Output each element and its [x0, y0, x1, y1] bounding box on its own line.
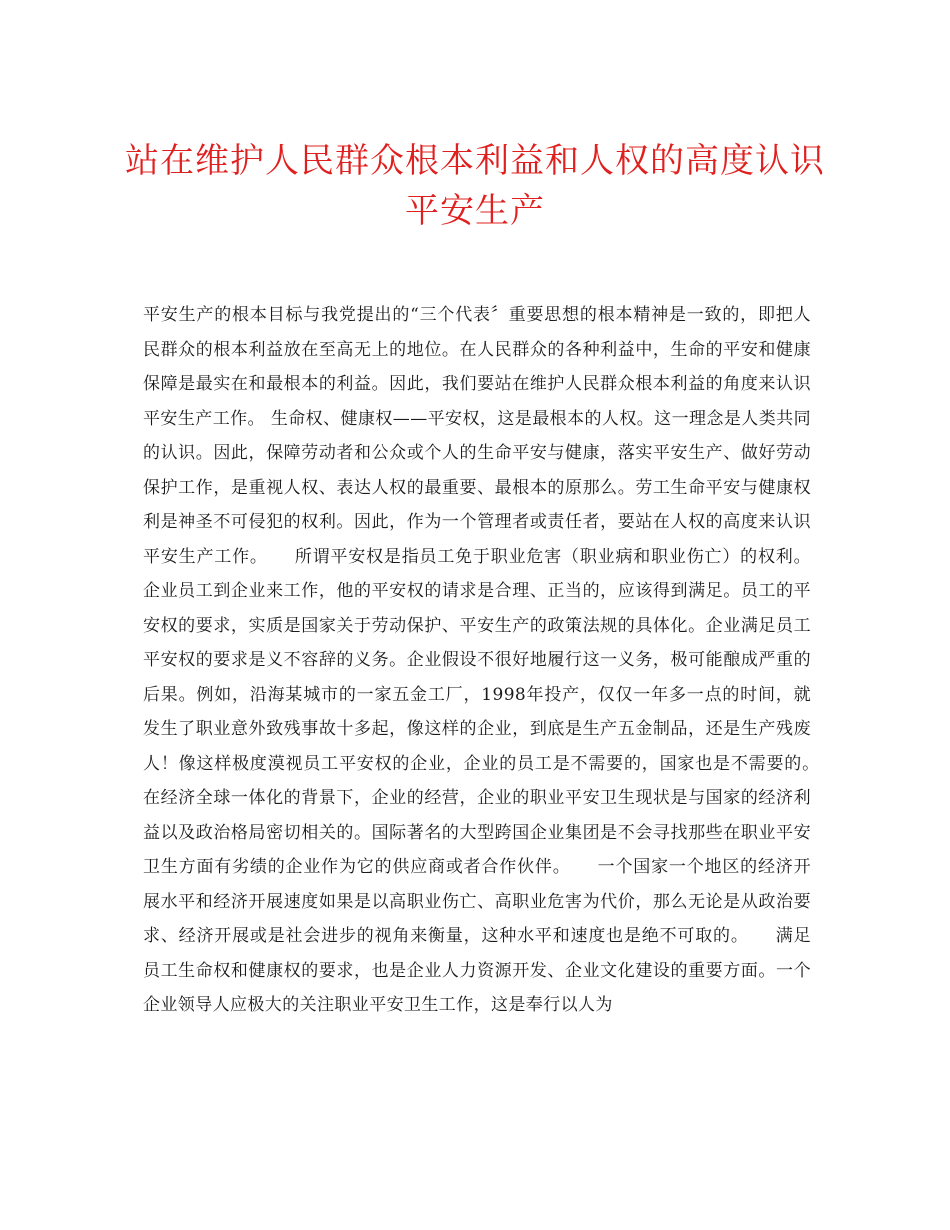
document-title: 站在维护人民群众根本利益和人权的高度认识平安生产 [125, 141, 825, 231]
document-body-paragraph: 平安生产的根本目标与我党提出的“三个代表〞重要思想的根本精神是一致的，即把人民群众的根本利益放在至高无上的地位。在人民群众的各种利益中，生命的平安和健康保障是最实在和最根本的利益。因此，我们要站在维护人民群众根本利益的角度来认识平安生产工作。 生命权、健康权——平安权，这是最根本的人权。这一理念是人类共同的认识。因此，保障劳动者和公众或个人的生命平安与健康，落实平安生产、做好劳动保护工作，是重视人权、表达人权的最重要、最根本的原那么。劳工生命平安与健康权利是神圣不可侵犯的权利。因此，作为一个管理者或责任者，要站在人权的高度来认识平安生产工作。 所谓平安权是指员工免于职业危害（职业病和职业伤亡）的权利。企业员工到企业来工作，他的平安权的请求是合理、正当的，应该得到满足。员工的平安权的要求，实质是国家关于劳动保护、平安生产的政策法规的具体化。企业满足员工平安权的要求是义不容辞的义务。企业假设不很好地履行这一义务，极可能酿成严重的后果。例如，沿海某城市的一家五金工厂，1998年投产，仅仅一年多一点的时间，就发生了职业意外致残事故十多起，像这样的企业，到底是生产五金制品，还是生产残废人！像这样极度漠视员工平安权的企业，企业的员工是不需要的，国家也是不需要的。 在经济全球一体化的背景下，企业的经营，企业的职业平安卫生现状是与国家的经济利益以及政治格局密切相关的。国际著名的大型跨国企业集团是不会寻找那些在职业平安卫生方面有劣绩的企业作为它的供应商或者合作伙伴。 一个国家一个地区的经济开展水平和经济开展速度如果是以高职业伤亡、高职业危害为代价，那么无论是从政治要求、经济开展或是社会进步的视角来衡量，这种水平和速度也是绝不可取的。 满足员工生命权和健康权的要求，也是企业人力资源开发、企业文化建设的重要方面。一个企业领导人应极大的关注职业平安卫生工作，这是奉行以人为 [143, 305, 846, 1015]
